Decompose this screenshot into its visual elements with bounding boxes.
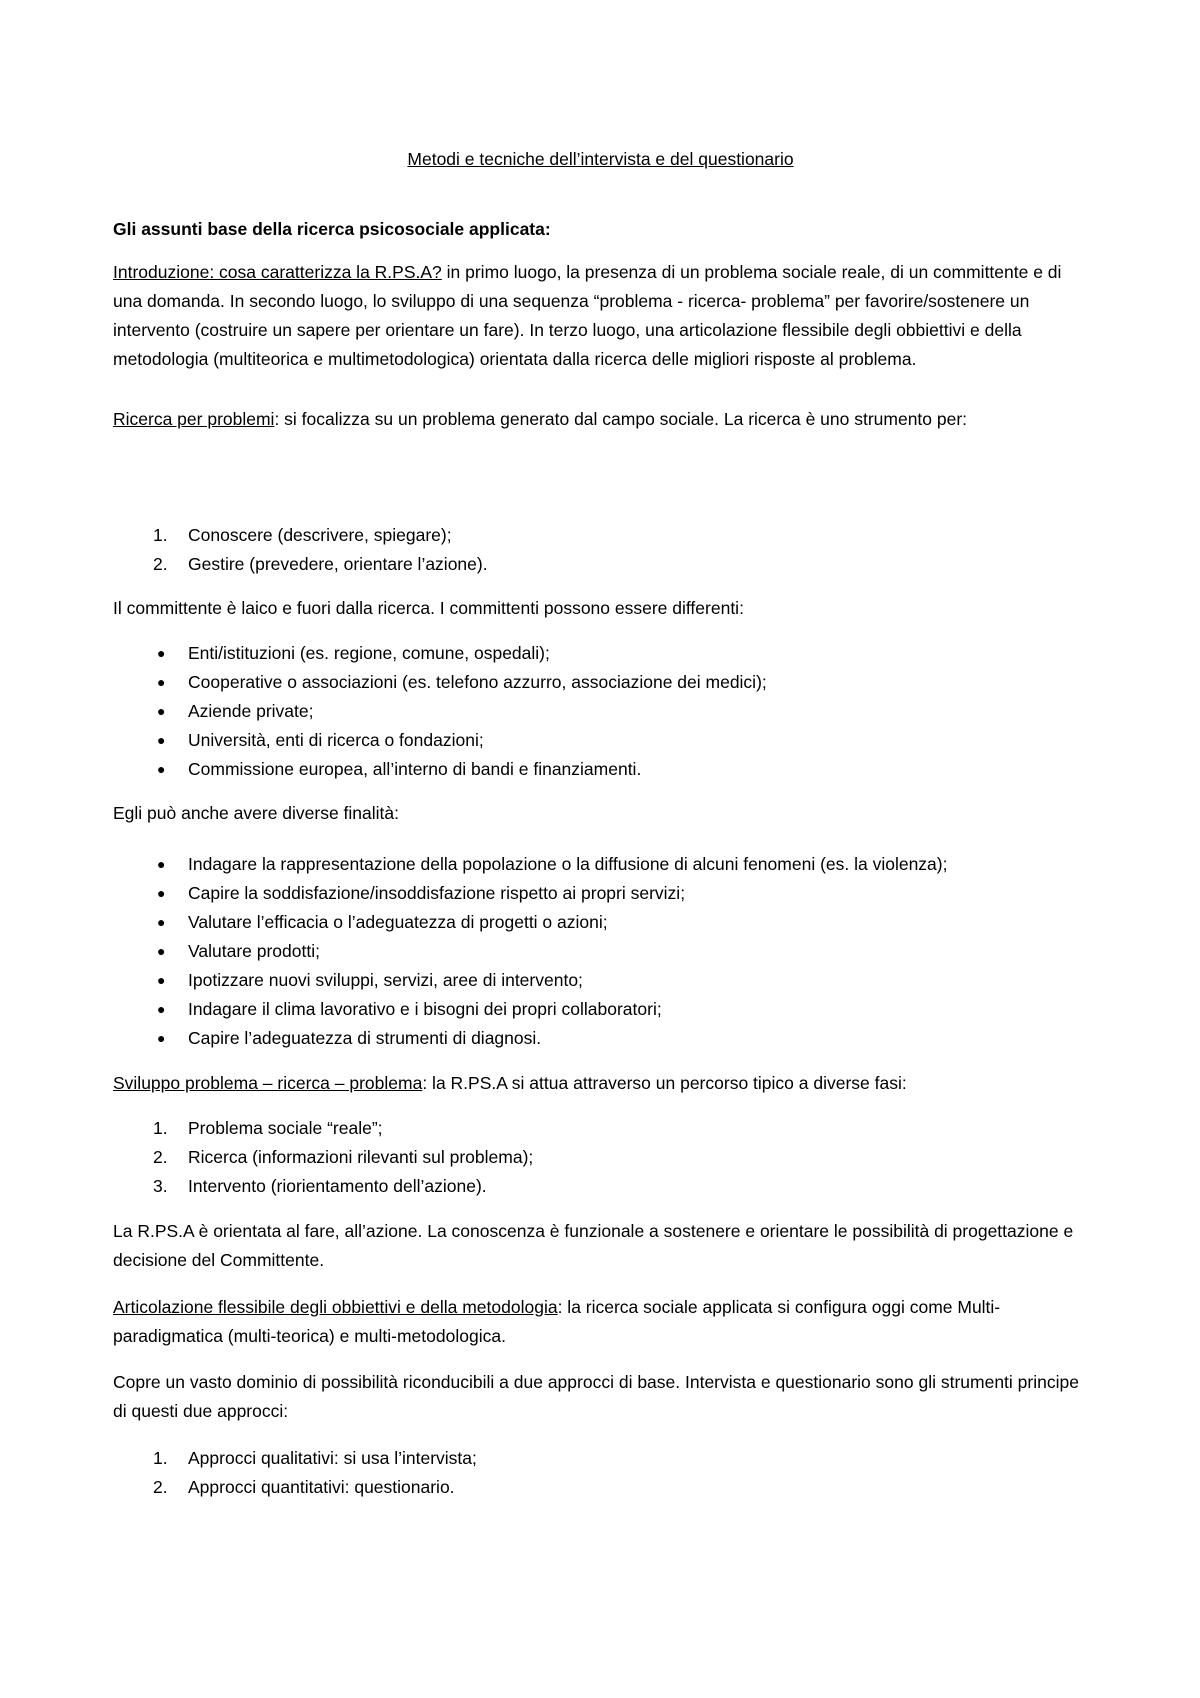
ricerca-text: : si focalizza su un problema generato dal campo sociale. La ricerca è uno strumento per: [274,409,968,429]
sviluppo-paragraph [113,1069,1088,1098]
list-number: 2. [153,1477,168,1497]
list-number: 2. [153,1147,168,1167]
articolazione-paragraph [113,1293,1088,1351]
bullet-icon: ● [157,943,166,959]
bullet-icon: ● [157,972,166,988]
list-number: 3. [153,1176,168,1196]
intro-paragraph [113,258,1088,374]
document-title: Metodi e tecniche dell’intervista e del questionario [407,149,794,169]
bullet-icon: ● [157,645,166,661]
list-number: 1. [153,525,168,545]
intro-label: Introduzione: cosa caratterizza la R.PS.A? [113,262,442,282]
ricerca-paragraph [113,405,1088,434]
copre-paragraph: Copre un vasto dominio di possibilità riconducibili a due approcci di base. Intervista e questionario sono gli strumenti principe di questi due approcci: [113,1372,1079,1421]
bullet-icon: ● [157,1001,166,1017]
committente-paragraph: Il committente è laico e fuori dalla ricerca. I committenti possono essere differenti: [113,598,744,618]
intro-text: in primo luogo, la presenza di un problema sociale reale, di un committente e di una domanda. In secondo luogo, lo sviluppo di una sequenza “problema - ricerca- problema” per favorire/sostenere un intervento (costruire un sapere per orientare un fare). In terzo luogo, una articolazione flessibile degli obbiettivi e della metodologia (multiteorica e multimetodologica) orientata dalla ricerca delle migliori risposte al problema. [113,262,1062,369]
list-number: 2. [153,554,168,574]
articolazione-label: Articolazione flessibile degli obbiettivi e della metodologia [113,1297,558,1317]
ricerca-label: Ricerca per problemi [113,409,275,429]
bullet-icon: ● [157,761,166,777]
sviluppo-text: : la R.PS.A si attua attraverso un percorso tipico a diverse fasi: [422,1073,907,1093]
bullet-icon: ● [157,1030,166,1046]
bullet-icon: ● [157,703,166,719]
bullet-icon: ● [157,885,166,901]
list-number: 1. [153,1448,168,1468]
list-number: 1. [153,1118,168,1138]
bullet-icon: ● [157,732,166,748]
bullet-icon: ● [157,674,166,690]
bullet-icon: ● [157,914,166,930]
finalita-paragraph: Egli può anche avere diverse finalità: [113,803,400,823]
orientata-paragraph: La R.PS.A è orientata al fare, all’azione. La conoscenza è funzionale a sostenere e orientare le possibilità di progettazione e decisione del Committente. [113,1221,1074,1270]
articolazione-text: : la ricerca sociale applicata si configura oggi come Multi-paradigmatica (multi-teorica) e multi-metodologica. [113,1297,1001,1346]
section-heading: Gli assunti base della ricerca psicosociale applicata: [113,219,551,239]
bullet-icon: ● [157,856,166,872]
sviluppo-label: Sviluppo problema – ricerca – problema [113,1073,423,1093]
